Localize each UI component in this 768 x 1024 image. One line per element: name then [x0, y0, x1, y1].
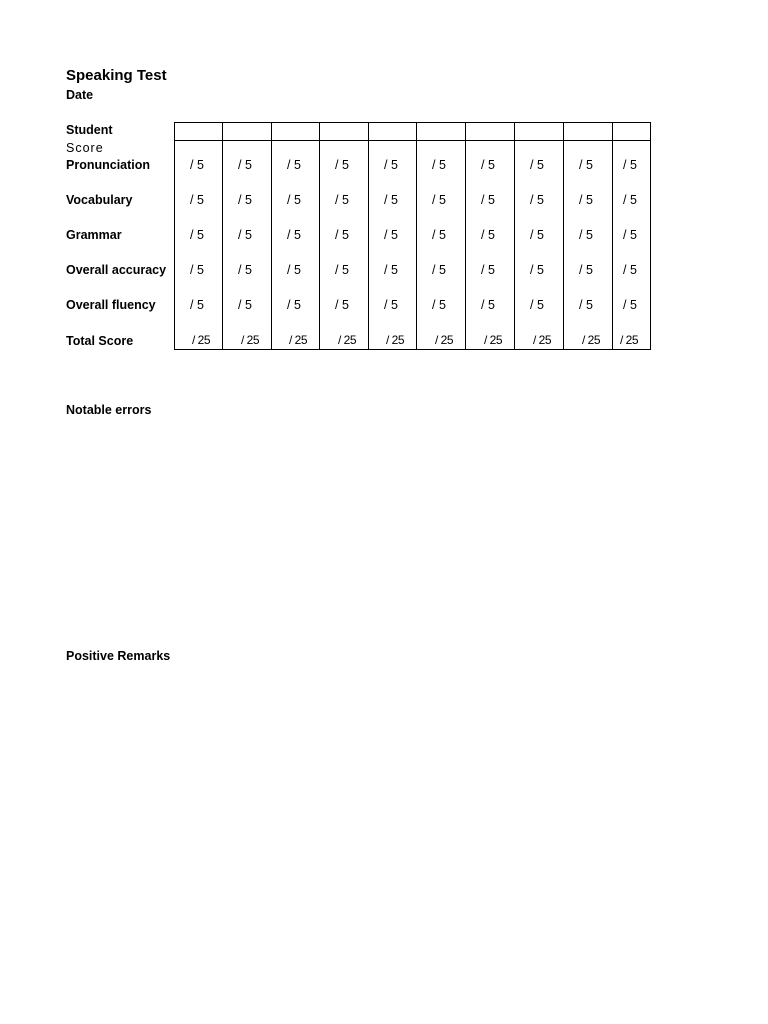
positive-remarks-label: Positive Remarks: [66, 649, 171, 663]
page-title: Speaking Test: [66, 67, 167, 84]
score-cell: / 5: [335, 298, 349, 312]
score-cell: / 5: [238, 263, 252, 277]
score-cell: / 5: [530, 228, 544, 242]
score-cell: / 5: [579, 298, 593, 312]
row-label-grammar: Grammar: [66, 228, 122, 242]
total-score-cell: / 25: [192, 333, 211, 347]
score-cell: / 5: [432, 263, 446, 277]
student-name-cell[interactable]: [417, 123, 464, 140]
score-cell: / 5: [335, 263, 349, 277]
score-cell: / 5: [530, 263, 544, 277]
student-name-cell[interactable]: [175, 123, 221, 140]
score-cell: / 5: [579, 228, 593, 242]
total-score-cell: / 25: [484, 333, 503, 347]
score-cell: / 5: [287, 298, 301, 312]
score-cell: / 5: [432, 158, 446, 172]
score-cell: / 5: [190, 158, 204, 172]
score-cell: / 5: [287, 158, 301, 172]
student-name-cell[interactable]: [515, 123, 562, 140]
score-cell: / 5: [432, 298, 446, 312]
score-cell: / 5: [579, 158, 593, 172]
row-label-pronunciation: Pronunciation: [66, 158, 151, 172]
score-cell: / 5: [287, 228, 301, 242]
total-score-cell: / 25: [289, 333, 308, 347]
total-score-cell: / 25: [533, 333, 552, 347]
score-cell: / 5: [530, 193, 544, 207]
score-cell: / 5: [481, 193, 495, 207]
total-score-cell: / 25: [241, 333, 260, 347]
score-cell: / 5: [481, 298, 495, 312]
score-cell: / 5: [530, 298, 544, 312]
total-score-cell: / 25: [582, 333, 601, 347]
score-cell: / 5: [190, 298, 204, 312]
score-cell: / 5: [384, 263, 398, 277]
score-cell: / 5: [481, 228, 495, 242]
score-cell: / 5: [190, 193, 204, 207]
score-grid: [174, 122, 651, 350]
score-cell: / 5: [335, 158, 349, 172]
score-cell: / 5: [335, 193, 349, 207]
score-cell: / 5: [287, 263, 301, 277]
student-name-cell[interactable]: [613, 123, 649, 140]
total-score-cell: / 25: [338, 333, 357, 347]
score-cell: / 5: [623, 263, 637, 277]
total-score-cell: / 25: [435, 333, 454, 347]
score-cell: / 5: [481, 158, 495, 172]
row-label-overall-accuracy: Overall accuracy: [66, 263, 167, 277]
score-cell: / 5: [238, 158, 252, 172]
score-label: Score: [66, 141, 104, 155]
score-cell: / 5: [238, 193, 252, 207]
score-cell: / 5: [287, 193, 301, 207]
student-name-cell[interactable]: [466, 123, 513, 140]
score-cell: / 5: [335, 228, 349, 242]
row-label-total-score: Total Score: [66, 334, 134, 348]
total-score-cell: / 25: [620, 333, 639, 347]
student-name-cell[interactable]: [320, 123, 367, 140]
score-cell: / 5: [623, 228, 637, 242]
score-cell: / 5: [481, 263, 495, 277]
notable-errors-label: Notable errors: [66, 403, 152, 417]
total-score-cell: / 25: [386, 333, 405, 347]
row-label-overall-fluency: Overall fluency: [66, 298, 156, 312]
score-cell: / 5: [190, 263, 204, 277]
score-cell: / 5: [623, 158, 637, 172]
score-cell: / 5: [238, 228, 252, 242]
student-name-cell[interactable]: [369, 123, 415, 140]
student-name-cell[interactable]: [272, 123, 318, 140]
score-cell: / 5: [432, 228, 446, 242]
score-cell: / 5: [384, 158, 398, 172]
student-name-cell[interactable]: [564, 123, 611, 140]
score-cell: / 5: [384, 228, 398, 242]
score-cell: / 5: [384, 193, 398, 207]
score-cell: / 5: [623, 298, 637, 312]
score-cell: / 5: [623, 193, 637, 207]
score-cell: / 5: [579, 263, 593, 277]
row-label-vocabulary: Vocabulary: [66, 193, 133, 207]
score-cell: / 5: [432, 193, 446, 207]
score-cell: / 5: [238, 298, 252, 312]
score-cell: / 5: [579, 193, 593, 207]
student-label: Student: [66, 123, 113, 137]
student-name-cell[interactable]: [223, 123, 270, 140]
score-cell: / 5: [190, 228, 204, 242]
score-cell: / 5: [530, 158, 544, 172]
date-label: Date: [66, 88, 94, 102]
score-cell: / 5: [384, 298, 398, 312]
